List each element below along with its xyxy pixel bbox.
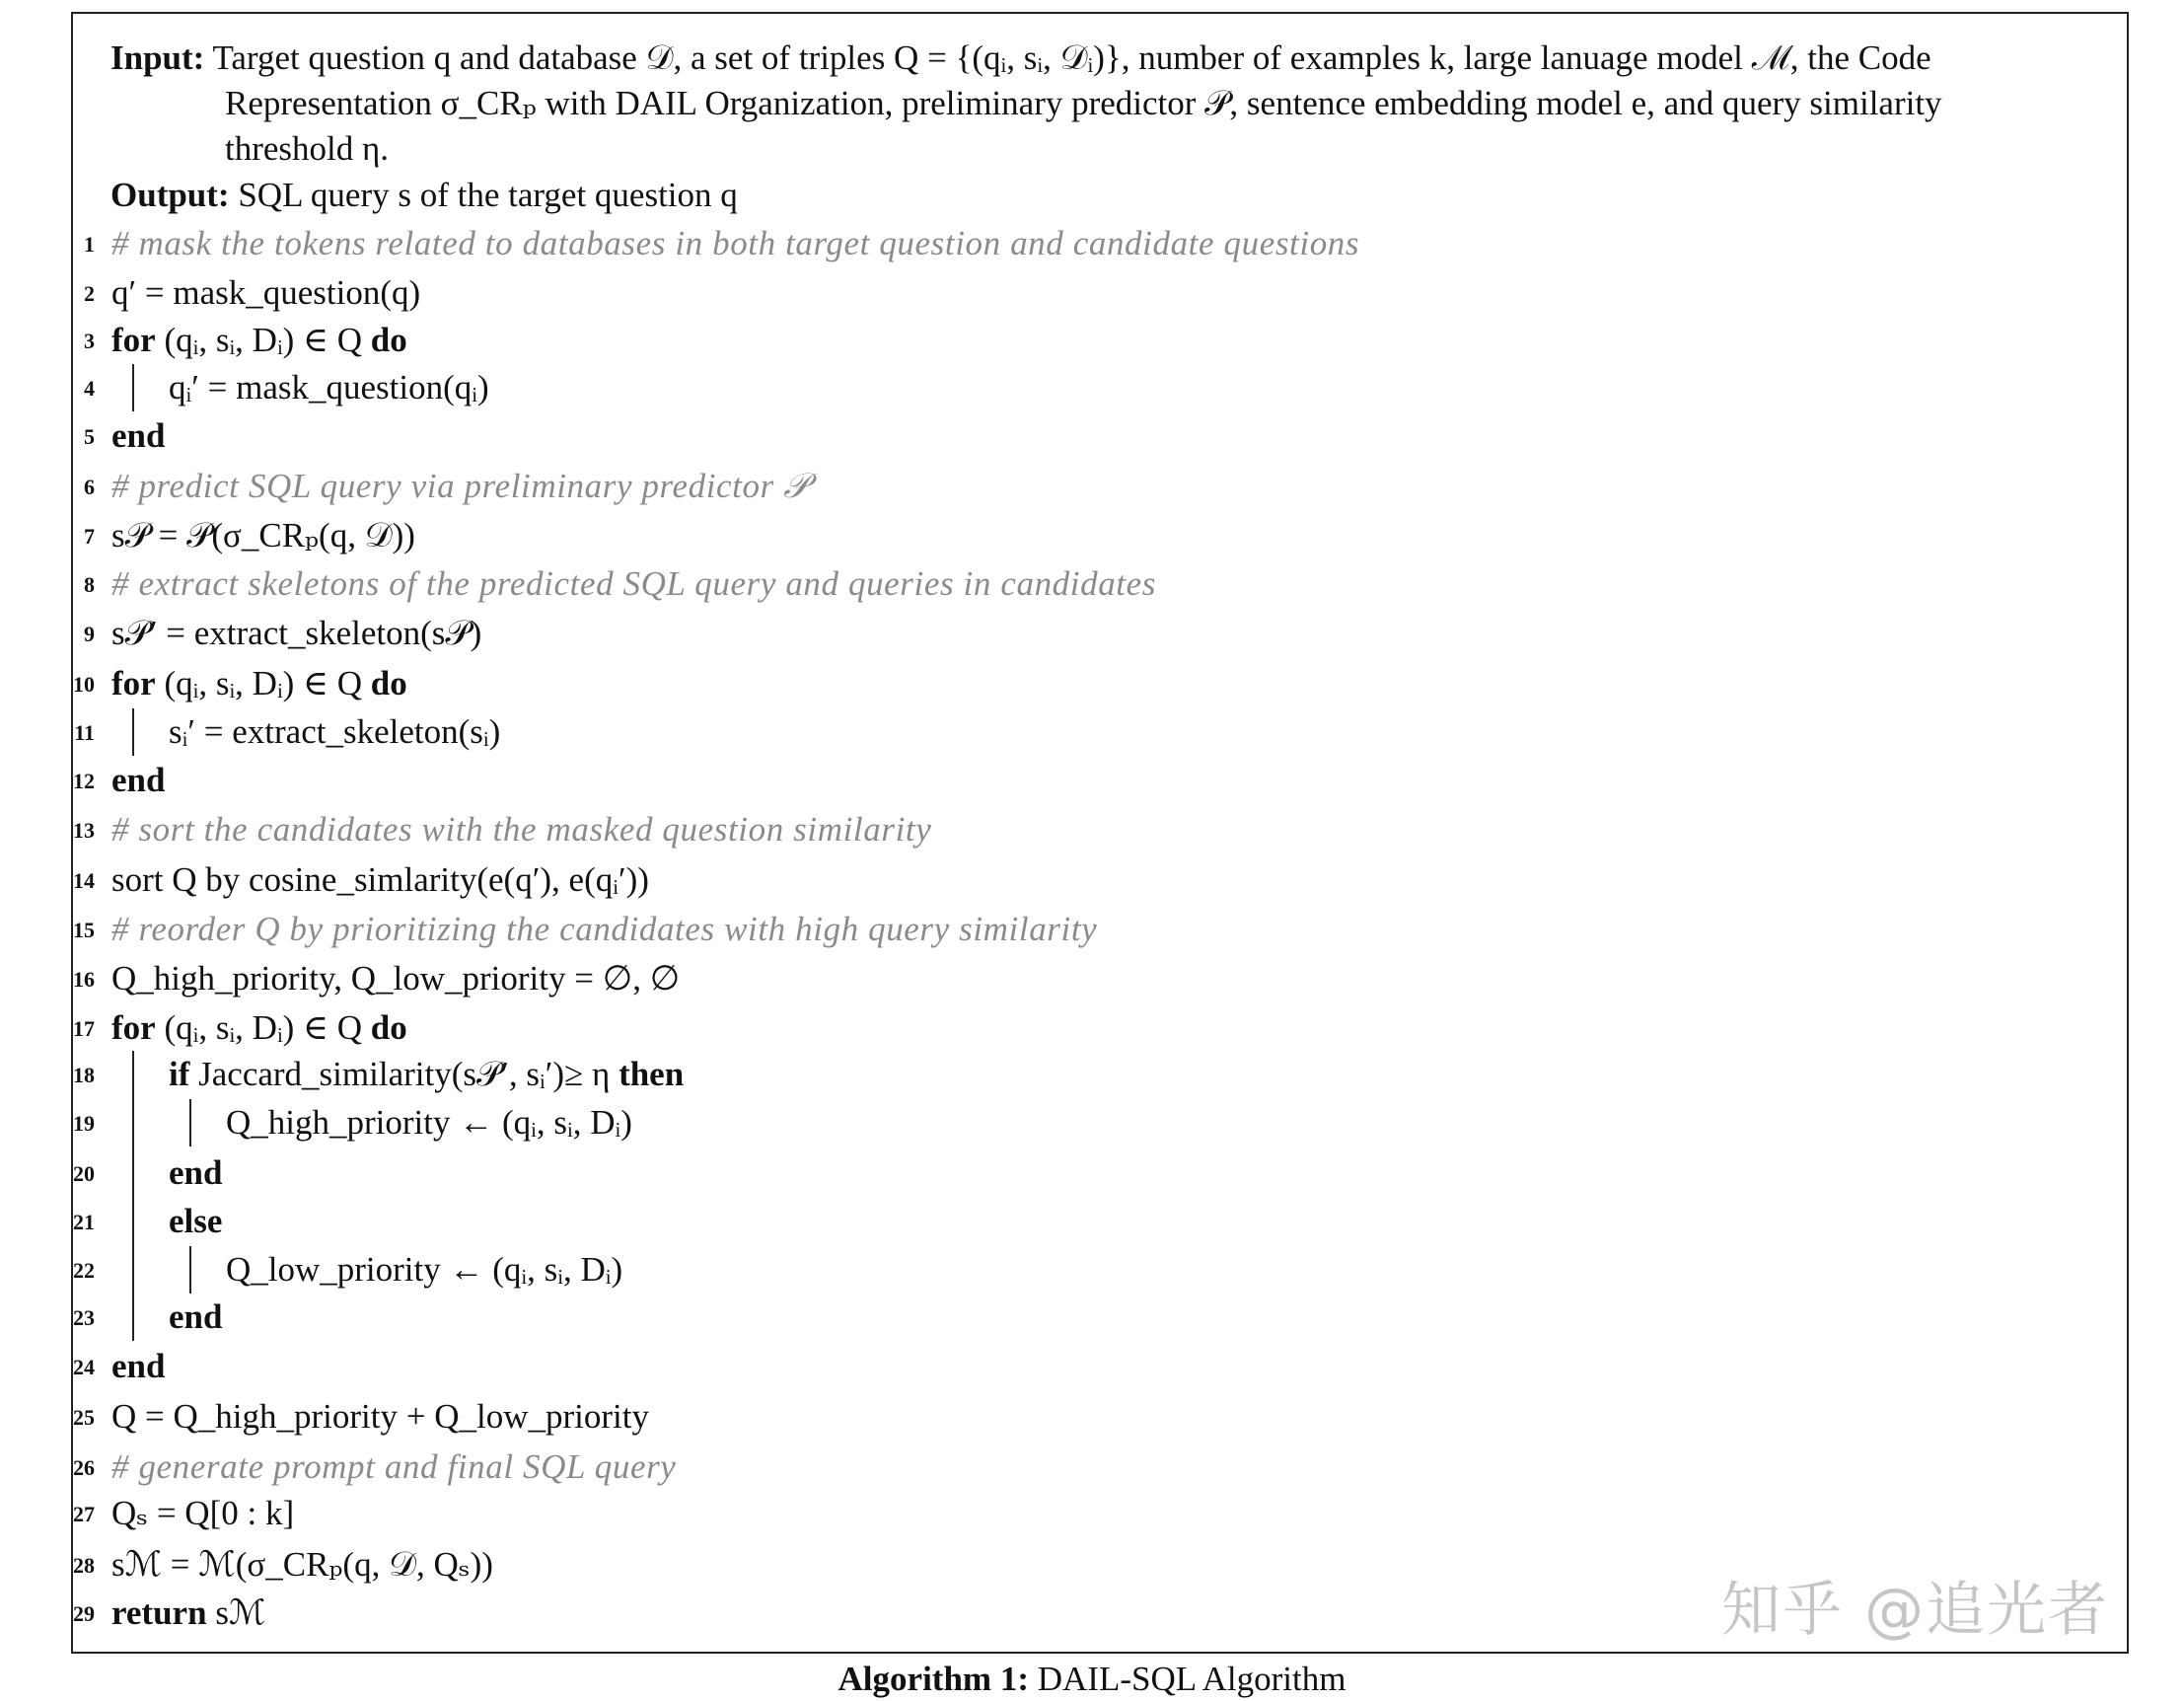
algorithm-line xyxy=(0,1004,2072,1052)
line-number: 3 xyxy=(84,329,95,353)
statement: Q_low_priority ← (qᵢ, sᵢ, Dᵢ) xyxy=(226,1250,623,1289)
algorithm-line xyxy=(0,560,2072,608)
block-indent-bar xyxy=(189,1246,191,1294)
line-number: 28 xyxy=(73,1553,95,1578)
statement: qᵢ′ = mask_question(qᵢ) xyxy=(169,368,489,407)
statement: # predict SQL query via preliminary predictor 𝒫 xyxy=(111,467,810,505)
keyword: end xyxy=(111,416,166,455)
code-text xyxy=(226,1099,632,1146)
code-text xyxy=(111,1490,294,1537)
algorithm-line xyxy=(0,806,2072,853)
input-line-1 xyxy=(110,36,1931,81)
line-number: 8 xyxy=(84,572,95,597)
statement: Q = Q_high_priority + Q_low_priority xyxy=(111,1397,649,1436)
algorithm-line xyxy=(0,1198,2072,1245)
algorithm-line xyxy=(0,757,2072,804)
comment-text xyxy=(111,906,1097,953)
statement: sort Q by cosine_simlarity(e(q′), e(qᵢ′)) xyxy=(111,860,649,899)
statement: sℳ xyxy=(215,1593,266,1632)
caption-title: DAIL-SQL Algorithm xyxy=(1037,1660,1347,1698)
line-number: 1 xyxy=(84,232,95,257)
algorithm-line xyxy=(0,856,2072,904)
input-line-3: threshold η. xyxy=(225,129,390,168)
algorithm-line xyxy=(0,708,2072,756)
algorithm-line xyxy=(0,463,2072,510)
code-text xyxy=(169,1198,222,1245)
code-text xyxy=(169,1149,222,1197)
code-text xyxy=(169,1294,222,1341)
algorithm-line xyxy=(0,1490,2072,1537)
keyword: else xyxy=(169,1202,223,1240)
output-label: Output: xyxy=(110,176,230,214)
keyword: for xyxy=(111,321,156,359)
line-number: 14 xyxy=(73,868,95,893)
keyword: then xyxy=(619,1055,685,1093)
code-text xyxy=(111,1590,265,1637)
line-number: 4 xyxy=(84,376,95,401)
line-number: 2 xyxy=(84,281,95,306)
input-label: Input: xyxy=(110,38,205,77)
keyword: return xyxy=(111,1593,207,1632)
watermark-text: 知乎 @追光者 xyxy=(1721,1576,2110,1645)
line-number: 12 xyxy=(73,769,95,793)
code-text xyxy=(111,412,165,460)
line-number: 15 xyxy=(73,918,95,942)
code-text xyxy=(111,856,649,904)
line-number: 25 xyxy=(73,1405,95,1430)
comment-text xyxy=(111,560,1156,608)
keyword: for xyxy=(111,664,156,703)
keyword: end xyxy=(169,1153,223,1192)
comment-text xyxy=(111,1443,676,1491)
algorithm-line xyxy=(0,1343,2072,1390)
line-number: 18 xyxy=(73,1063,95,1087)
algorithm-line xyxy=(0,364,2072,411)
block-indent-bar xyxy=(132,1051,134,1341)
line-number: 20 xyxy=(73,1161,95,1186)
line-number: 11 xyxy=(74,720,95,745)
algorithm-line xyxy=(0,1393,2072,1441)
line-number: 5 xyxy=(84,424,95,449)
algorithm-line xyxy=(0,610,2072,657)
line-number: 6 xyxy=(84,475,95,499)
statement: s𝒫 = 𝒫(σ_CRₚ(q, 𝒟)) xyxy=(111,516,415,555)
keyword: do xyxy=(370,664,407,703)
block-indent-bar xyxy=(132,364,134,411)
code-text xyxy=(111,269,420,317)
line-number: 9 xyxy=(84,622,95,646)
code-text xyxy=(111,512,415,559)
statement: # sort the candidates with the masked question similarity xyxy=(111,810,932,849)
algorithm-line xyxy=(0,269,2072,317)
statement: Qₛ = Q[0 : k] xyxy=(111,1494,295,1532)
algorithm-line xyxy=(0,955,2072,1002)
keyword: end xyxy=(111,761,166,799)
statement: (qᵢ, sᵢ, Dᵢ) ∈ Q xyxy=(164,1008,363,1047)
block-indent-bar xyxy=(132,708,134,756)
input-text-1: Target question q and database 𝒟, a set of triples Q = {(qᵢ, sᵢ, 𝒟ᵢ)}, number of examples k, large lanuage model ℳ, the Code xyxy=(212,38,1931,77)
code-text xyxy=(169,1051,684,1098)
line-number: 22 xyxy=(73,1258,95,1283)
code-text xyxy=(111,317,407,364)
statement: # mask the tokens related to databases in both target question and candidate questions xyxy=(111,224,1360,262)
line-number: 29 xyxy=(73,1601,95,1626)
code-text xyxy=(111,1541,493,1589)
comment-text xyxy=(111,220,1359,267)
statement: # reorder Q by prioritizing the candidates with high query similarity xyxy=(111,910,1098,948)
keyword: for xyxy=(111,1008,156,1047)
code-text xyxy=(111,1393,649,1441)
algorithm-line xyxy=(0,220,2072,267)
code-text xyxy=(169,708,500,756)
statement: Jaccard_similarity(s𝒫′, sᵢ′)≥ η xyxy=(198,1055,611,1093)
algorithm-line xyxy=(0,412,2072,460)
statement: Q_high_priority, Q_low_priority = ∅, ∅ xyxy=(111,959,681,998)
algorithm-caption xyxy=(0,1658,2184,1701)
line-number: 17 xyxy=(73,1016,95,1041)
algorithm-line xyxy=(0,1294,2072,1341)
code-text xyxy=(111,1343,165,1390)
line-number: 21 xyxy=(73,1210,95,1234)
keyword: do xyxy=(370,321,407,359)
line-number: 26 xyxy=(73,1455,95,1480)
code-text xyxy=(111,1004,407,1052)
statement: (qᵢ, sᵢ, Dᵢ) ∈ Q xyxy=(164,321,363,359)
keyword: do xyxy=(370,1008,407,1047)
algorithm-line xyxy=(0,317,2072,364)
code-text xyxy=(111,757,165,804)
comment-text xyxy=(111,463,809,510)
statement: sᵢ′ = extract_skeleton(sᵢ) xyxy=(169,712,501,751)
line-number: 23 xyxy=(73,1305,95,1330)
code-text xyxy=(111,660,407,707)
line-number: 13 xyxy=(73,818,95,843)
statement: (qᵢ, sᵢ, Dᵢ) ∈ Q xyxy=(164,664,363,703)
statement: # generate prompt and final SQL query xyxy=(111,1447,677,1486)
keyword: end xyxy=(169,1297,223,1336)
statement: q′ = mask_question(q) xyxy=(111,273,421,312)
output-line xyxy=(110,173,738,218)
output-text: SQL query s of the target question q xyxy=(238,176,738,214)
line-number: 24 xyxy=(73,1355,95,1379)
comment-text xyxy=(111,806,931,853)
algorithm-line xyxy=(0,906,2072,953)
algorithm-line xyxy=(0,1149,2072,1197)
statement: Q_high_priority ← (qᵢ, sᵢ, Dᵢ) xyxy=(226,1103,632,1142)
line-number: 7 xyxy=(84,524,95,549)
line-number: 27 xyxy=(73,1502,95,1526)
algorithm-line xyxy=(0,660,2072,707)
caption-label: Algorithm 1: xyxy=(837,1660,1029,1698)
algorithm-line xyxy=(0,1443,2072,1491)
statement: # extract skeletons of the predicted SQL query and queries in candidates xyxy=(111,564,1156,603)
algorithm-line xyxy=(0,1099,2072,1146)
keyword: if xyxy=(169,1055,190,1093)
algorithm-line xyxy=(0,512,2072,559)
block-indent-bar xyxy=(189,1099,191,1146)
code-text xyxy=(111,955,680,1002)
statement: s𝒫′ = extract_skeleton(s𝒫) xyxy=(111,614,482,652)
statement: sℳ = ℳ(σ_CRₚ(q, 𝒟, Qₛ)) xyxy=(111,1545,493,1584)
code-text xyxy=(169,364,489,411)
code-text xyxy=(226,1246,622,1294)
keyword: end xyxy=(111,1347,166,1385)
algorithm-line xyxy=(0,1051,2072,1098)
input-line-2: Representation σ_CRₚ with DAIL Organization, preliminary predictor 𝒫, sentence embedding model e, and query similarity xyxy=(225,84,1942,122)
code-text xyxy=(111,610,481,657)
line-number: 16 xyxy=(73,967,95,992)
line-number: 10 xyxy=(73,672,95,697)
algorithm-line xyxy=(0,1246,2072,1294)
line-number: 19 xyxy=(73,1111,95,1136)
